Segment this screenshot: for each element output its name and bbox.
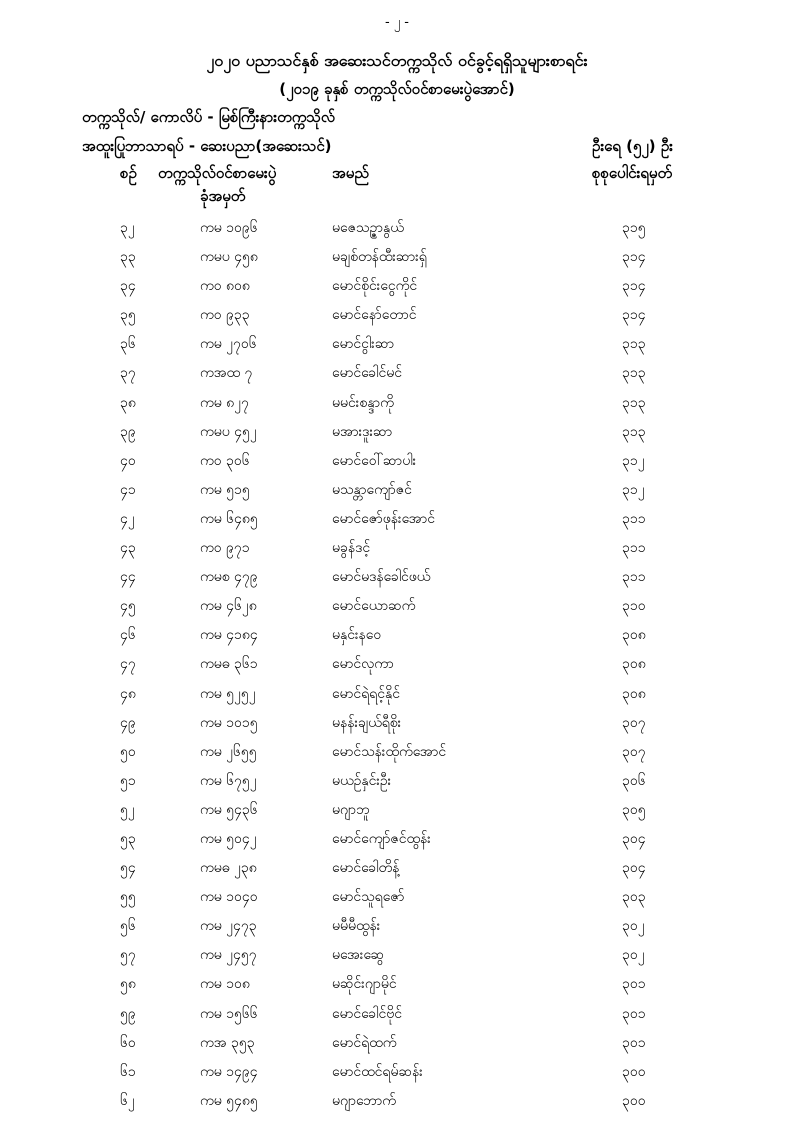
- table-row: [0, 945, 794, 974]
- roll-number: ကမ ၁၀၈: [200, 976, 250, 993]
- total-marks: ၃၀၄: [622, 860, 646, 877]
- document-title: ၂၀၂၀ ပညာသင်နှစ် အဆေးသင်တက္ကသိုလ် ဝင်ခွင့်ရရှိသူများစာရင်း: [206, 51, 588, 70]
- row-number: ၄၇: [120, 656, 136, 673]
- row-number: ၃၃: [120, 249, 136, 266]
- student-name: မောင်သန်းထိုက်အောင်: [332, 743, 447, 760]
- total-marks: ၃၁၃: [622, 394, 646, 411]
- student-name: မောင်နော်တောင်: [332, 307, 417, 324]
- row-number: ၄၈: [120, 685, 136, 702]
- row-number: ၄၆: [120, 627, 136, 644]
- row-number: ၆၂: [120, 1092, 135, 1109]
- row-number: ၄၂: [120, 510, 135, 527]
- student-name: မခွန်ဒင့်: [332, 540, 371, 557]
- roll-number: ကမ ၅၄၃၆: [200, 801, 258, 818]
- results-list: [0, 218, 794, 1120]
- student-name: မောင်ရဲထက်: [332, 1034, 397, 1051]
- row-number: ၃၆: [120, 336, 136, 353]
- table-row: [0, 480, 794, 509]
- table-row: [0, 538, 794, 567]
- table-row: [0, 1062, 794, 1091]
- table-row: [0, 567, 794, 596]
- roll-number: ကမပ ၄၅၈: [200, 249, 258, 266]
- student-name: မဂျာဘောက်: [332, 1092, 396, 1109]
- table-row: [0, 596, 794, 625]
- student-name: မောင်ဇော်ဖုန်းအောင်: [332, 510, 436, 527]
- column-header-name: အမည်: [332, 164, 369, 182]
- row-number: ၆၀: [120, 1034, 136, 1051]
- total-marks: ၃၀၁: [622, 976, 646, 993]
- total-marks: ၃၀၀: [622, 1092, 646, 1109]
- total-marks: ၃၀၇: [622, 743, 646, 760]
- roll-number: ကဝ ၉၇၁: [200, 540, 250, 557]
- total-marks: ၃၀၆: [622, 772, 646, 789]
- roll-number: ကမ ၄၆၂၈: [200, 598, 257, 615]
- row-number: ၅၉: [120, 1005, 136, 1022]
- table-row: [0, 974, 794, 1003]
- row-number: ၅၂: [120, 801, 135, 818]
- total-marks: ၃၁၃: [622, 336, 646, 353]
- roll-number: ကမဓ ၃၆၁: [200, 656, 258, 673]
- student-name: မောင်စိုင်းငွေကိုင်: [332, 278, 418, 295]
- total-marks: ၃၀၅: [622, 801, 646, 818]
- roll-number: ကမ ၅၄၈၅: [200, 1092, 258, 1109]
- total-marks: ၃၁၅: [622, 220, 646, 236]
- total-marks: ၃၁၂: [622, 481, 645, 498]
- table-row: [0, 713, 794, 742]
- roll-number: ကမ ၅၀၄၂: [200, 830, 257, 847]
- student-name: မောင်သူရဇော်: [332, 889, 405, 906]
- total-marks: ၃၁၃: [622, 365, 646, 382]
- student-name: မဂျာဘူ: [332, 801, 370, 818]
- roll-number: ကဝ ၉၃၃: [200, 307, 250, 324]
- total-marks: ၃၀၂: [622, 918, 645, 935]
- table-row: [0, 305, 794, 334]
- total-marks: ၃၀၈: [622, 627, 646, 644]
- table-row: [0, 1091, 794, 1120]
- total-marks: ၃၀၁: [622, 1034, 646, 1051]
- table-row: [0, 1033, 794, 1062]
- table-row: [0, 800, 794, 829]
- student-name: မောင်ဝေါ်ဆာပါး: [332, 452, 417, 469]
- row-number: ၄၉: [120, 714, 136, 731]
- row-number: ၅၇: [120, 947, 136, 964]
- page-number: - ၂ -: [384, 15, 410, 30]
- table-row: [0, 422, 794, 451]
- university-line: တက္ကသိုလ်/ ကောလိပ် - မြစ်ကြီးနားတက္ကသိုလ်: [82, 108, 335, 126]
- row-number: ၅၃: [120, 830, 136, 847]
- roll-number: ကမ ၁၅၆၆: [200, 1005, 258, 1022]
- row-number: ၅၄: [120, 860, 136, 877]
- student-name: မောင်ခေါင်မင်: [332, 365, 402, 382]
- table-row: [0, 887, 794, 916]
- row-number: ၃၂: [120, 220, 135, 236]
- student-name: မောင်မဒန်ခေါင်ဖယ်: [332, 569, 431, 586]
- roll-number: ကဝ ၃၀၆: [200, 452, 250, 469]
- total-marks: ၃၀၀: [622, 1063, 646, 1080]
- student-name: မောင်ထင်ရမ်ဆန်း: [332, 1063, 423, 1080]
- student-name: မအားဒူးဆာ: [332, 423, 393, 440]
- total-marks: ၃၀၁: [622, 1005, 646, 1022]
- row-number: ၄၁: [120, 481, 136, 498]
- table-row: [0, 684, 794, 713]
- total-marks: ၃၀၈: [622, 656, 646, 673]
- roll-number: ကမစ ၄၇၉: [200, 569, 258, 586]
- student-name: မဇေသဥ္ဇာနွယ်: [332, 220, 404, 236]
- roll-number: ကအထ ၇: [200, 365, 253, 382]
- table-row: [0, 509, 794, 538]
- student-name: မဆိုင်းဂျာမိုင်: [332, 976, 397, 993]
- roll-number: ကမ ၁၀၁၅: [200, 714, 258, 731]
- student-name: မောင်ကျော်ဇင်ထွန်း: [332, 830, 431, 847]
- roll-number: ကမ ၆၄၈၅: [200, 510, 258, 527]
- table-row: [0, 218, 794, 247]
- row-number: ၆၁: [120, 1063, 136, 1080]
- row-number: ၄၃: [120, 540, 136, 557]
- table-row: [0, 829, 794, 858]
- table-row: [0, 363, 794, 392]
- roll-number: ကမ ၈၂၇: [200, 394, 249, 411]
- roll-number: ကအ ၃၅၃: [200, 1034, 255, 1051]
- roll-number: ကဝ ၈၀၈: [200, 278, 250, 295]
- row-number: ၄၀: [120, 452, 136, 469]
- total-marks: ၃၁၁: [622, 569, 646, 586]
- column-header-roll-line2: ခုံအမှတ်: [200, 187, 246, 205]
- table-row: [0, 916, 794, 945]
- table-row: [0, 451, 794, 480]
- row-number: ၃၇: [120, 365, 136, 382]
- row-number: ၅၈: [120, 976, 136, 993]
- total-marks: ၃၁၂: [622, 452, 645, 469]
- row-number: ၅၅: [120, 889, 136, 906]
- roll-number: ကမ ၆၇၅၂: [200, 772, 257, 789]
- table-row: [0, 393, 794, 422]
- roll-number: ကမ ၁၀၉၆: [200, 220, 258, 236]
- row-number: ၄၅: [120, 598, 136, 615]
- roll-number: ကမ ၄၁၈၄: [200, 627, 258, 644]
- total-marks: ၃၀၄: [622, 830, 646, 847]
- total-marks: ၃၁၁: [622, 540, 646, 557]
- student-name: မောင်ခေါတိန့်: [332, 860, 400, 877]
- roll-number: ကမ ၁၄၉၄: [200, 1063, 258, 1080]
- roll-number: ကမ ၁၀၄၀: [200, 889, 258, 906]
- row-number: ၅၁: [120, 772, 136, 789]
- table-row: [0, 742, 794, 771]
- row-number: ၃၈: [120, 394, 136, 411]
- student-name: မချစ်တန်ထီးဆားရှ်: [332, 249, 427, 266]
- column-header-no: စဉ်: [120, 164, 137, 182]
- student-name: မသန္တာကျော်ဇင်: [332, 481, 412, 498]
- total-marks: ၃၀၇: [622, 714, 646, 731]
- roll-number: ကမ ၅၁၅: [200, 481, 250, 498]
- total-marks: ၃၀၈: [622, 685, 646, 702]
- document-subtitle: (၂၀၁၉ ခုနှစ် တက္ကသိုလ်ဝင်စာမေးပွဲအောင်): [279, 80, 515, 98]
- table-row: [0, 247, 794, 276]
- student-name: မယဉ်နှင်းဦး: [332, 772, 392, 789]
- table-row: [0, 771, 794, 800]
- roll-number: ကမ ၂၇၀၆: [200, 336, 257, 353]
- student-name: မောင်ငွါးဆာ: [332, 336, 395, 353]
- student-name: မောင်ရဲရင့်နိုင်: [332, 685, 400, 702]
- roll-number: ကမ ၂၄၇၃: [200, 918, 257, 935]
- total-marks: ၃၀၃: [622, 889, 646, 906]
- total-marks: ၃၁၄: [622, 249, 646, 266]
- student-name: မောင်ယောဆက်: [332, 598, 416, 615]
- table-row: [0, 334, 794, 363]
- row-number: ၄၄: [120, 569, 136, 586]
- total-marks: ၃၀၂: [622, 947, 645, 964]
- student-name: မောင်လုကာ: [332, 656, 394, 673]
- table-row: [0, 858, 794, 887]
- student-name: မနန်းချယ်ရီစိုး: [332, 714, 402, 731]
- student-name: မမင်းစန္ဒာကို: [332, 394, 394, 411]
- total-marks: ၃၁၁: [622, 510, 646, 527]
- roll-number: ကမဓ ၂၃၈: [200, 860, 257, 877]
- student-name: မအေးဆွေ: [332, 947, 385, 964]
- specialization-line: အထူးပြုဘာသာရပ် - ဆေးပညာ(အဆေးသင်): [82, 137, 332, 155]
- student-name: မမီမီထွန်း: [332, 918, 381, 935]
- column-header-roll: တက္ကသိုလ်ဝင်စာမေးပွဲ: [158, 164, 277, 182]
- student-name: မနှင်းနဝေ: [332, 627, 382, 644]
- roll-number: ကမ ၂၆၅၅: [200, 743, 257, 760]
- roll-number: ကမ ၂၄၅၇: [200, 947, 257, 964]
- total-count: ဦးရေ (၅၂) ဦး: [592, 137, 673, 155]
- table-row: [0, 276, 794, 305]
- total-marks: ၃၁၄: [622, 278, 646, 295]
- total-marks: ၃၁၃: [622, 423, 646, 440]
- row-number: ၃၉: [120, 423, 136, 440]
- student-name: မောင်ခေါင်ဗိုင်: [332, 1005, 402, 1022]
- table-row: [0, 654, 794, 683]
- column-header-marks: စုစုပေါင်းရမှတ်: [592, 164, 673, 182]
- roll-number: ကမ ၅၂၅၂: [200, 685, 256, 702]
- table-row: [0, 1004, 794, 1033]
- roll-number: ကမပ ၄၅၂: [200, 423, 257, 440]
- row-number: ၅၆: [120, 918, 136, 935]
- row-number: ၃၄: [120, 278, 136, 295]
- row-number: ၃၅: [120, 307, 136, 324]
- total-marks: ၃၁၄: [622, 307, 646, 324]
- total-marks: ၃၁၀: [622, 598, 646, 615]
- table-row: [0, 625, 794, 654]
- row-number: ၅၀: [120, 743, 136, 760]
